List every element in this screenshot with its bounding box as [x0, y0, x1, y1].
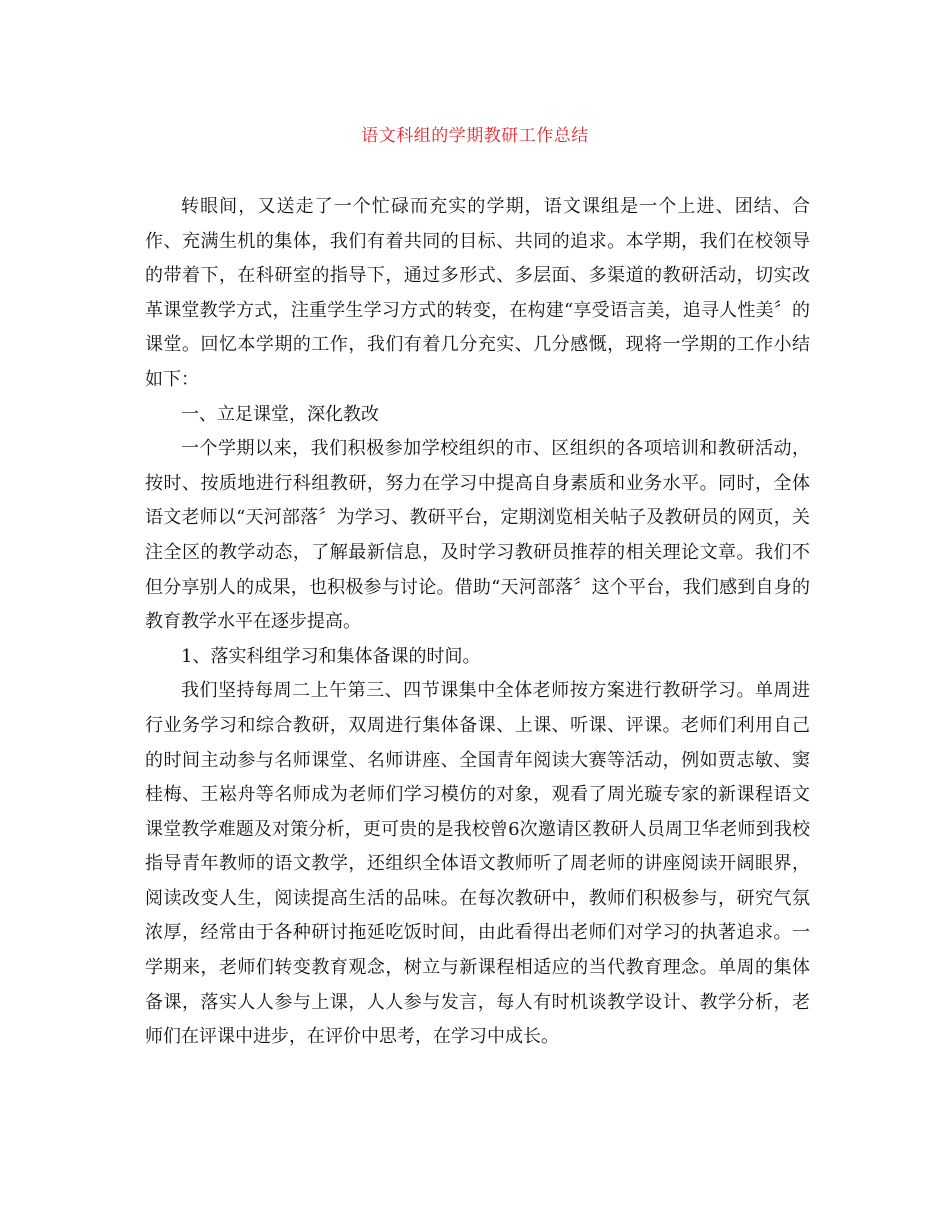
document-body [145, 190, 810, 1055]
section-heading-1: 一、立足课堂，深化教改 [181, 403, 379, 425]
document-title: 语文科组的学期教研工作总结 [361, 126, 589, 146]
paragraph-section-1: 一个学期以来，我们积极参加学校组织的市、区组织的各项培训和教研活动，按时、按质地进行科组教研，努力在学习中提高自身素质和业务水平。同时，全体语文老师以“天河部落〞为学习、教研平台，定期浏览相关帖子及教研员的网页，关注全区的教学动态，了解最新信息，及时学习教研员推荐的相关理论文章。我们不但分享别人的成果，也积极参与讨论。借助“天河部落〞这个平台，我们感到自身的教育教学水平在逐步提高。 [145, 438, 810, 633]
paragraph-intro: 转眼间，又送走了一个忙碌而充实的学期，语文课组是一个上进、团结、合作、充满生机的集体，我们有着共同的目标、共同的追求。本学期，我们在校领导的带着下，在科研室的指导下，通过多形式、多层面、多渠道的教研活动，切实改革课堂教学方式，注重学生学习方式的转变，在构建“享受语言美，追寻人性美〞的课堂。回忆本学期的工作，我们有着几分充实、几分感慨，现将一学期的工作小结如下： [145, 196, 810, 390]
paragraph-subsection-1: 我们坚持每周二上午第三、四节课集中全体老师按方案进行教研学习。单周进行业务学习和综合教研，双周进行集体备课、上课、听课、评课。老师们利用自己的时间主动参与名师课堂、名师讲座、全国青年阅读大赛等活动，例如贾志敏、窦桂梅、王崧舟等名师成为老师们学习模仿的对象，观看了周光璇专家的新课程语文课堂教学难题及对策分析，更可贵的是我校曾6次邀请区教研人员周卫华老师到我校指导青年教师的语文教学，还组织全体语文教师听了周老师的讲座阅读开阔眼界，阅读改变人生，阅读提高生活的品味。在每次教研中，教师们积极参与，研究气氛浓厚，经常由于各种研讨拖延吃饭时间，由此看得出老师们对学习的执著追求。一学期来，老师们转变教育观念，树立与新课程相适应的当代教育理念。单周的集体备课，落实人人参与上课，人人参与发言，每人有时机谈教学设计、教学分析，老师们在评课中进步，在评价中思考，在学习中成长。 [145, 680, 810, 1048]
subsection-heading-1: 1、落实科组学习和集体备课的时间。 [181, 645, 481, 667]
